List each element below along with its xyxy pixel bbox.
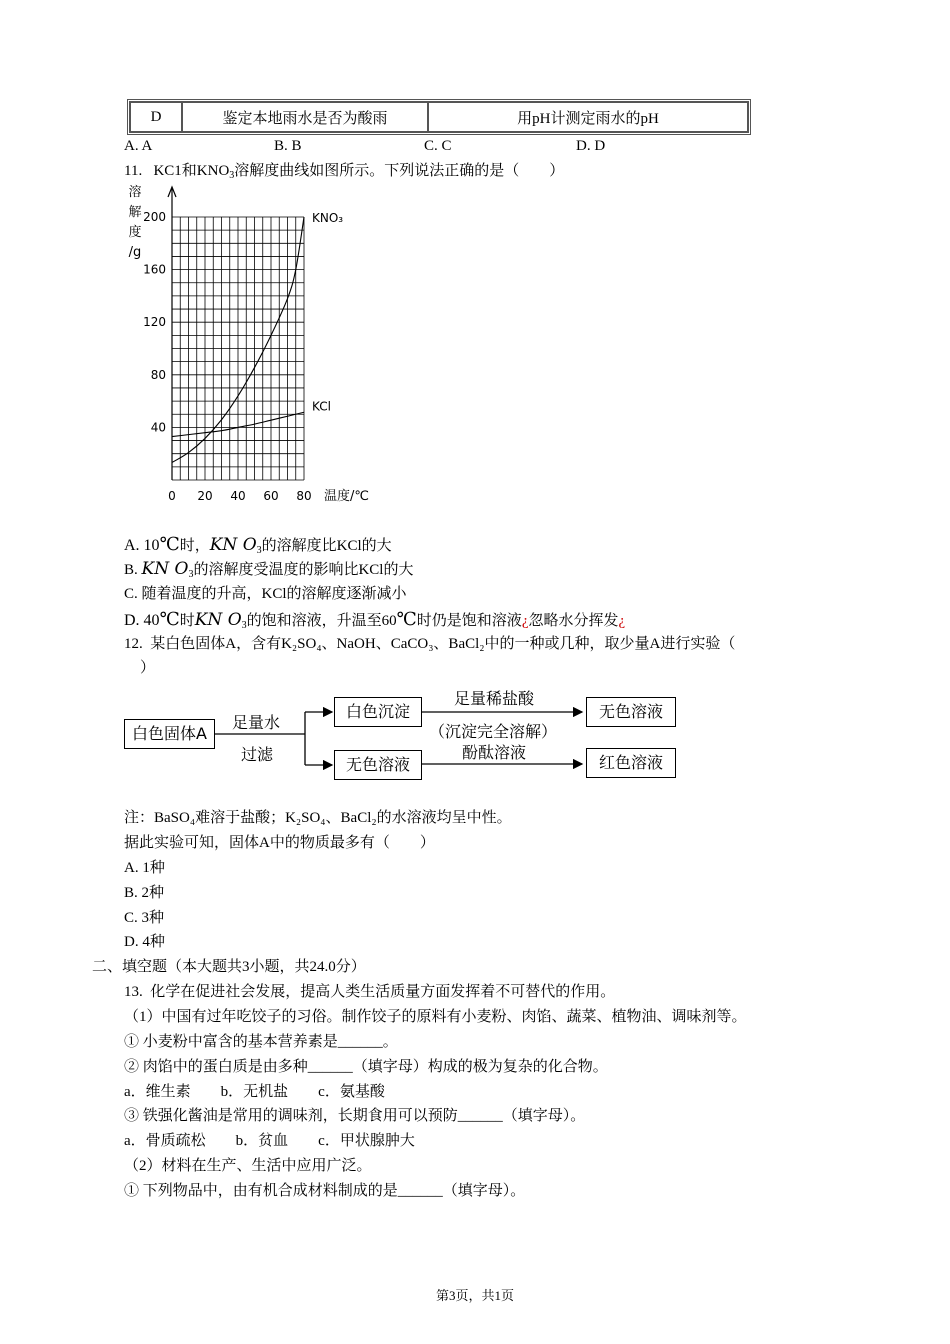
flow-filtrate-box: 无色溶液 <box>334 750 422 780</box>
q11-number: 11. <box>124 163 143 179</box>
q11-d-pre: D. 40 <box>124 612 160 629</box>
flow-acid-note: （沉淀完全溶解） <box>429 722 558 741</box>
table-cell-purpose: 鉴定本地雨水是否为酸雨 <box>182 102 428 132</box>
q11-a-pre: A. 10 <box>124 537 160 554</box>
q11-d-mid3: 时仍是饱和溶液 <box>416 613 522 629</box>
x-tick-label: 60 <box>263 489 279 503</box>
flow-start-box: 白色固体A <box>124 719 215 749</box>
flow-indicator-label: 酚酞溶液 <box>462 743 527 762</box>
flow-step1-top: 足量水 <box>232 713 281 732</box>
flow-step1-bottom: 过滤 <box>241 745 274 764</box>
flow-colorless-result-box: 无色溶液 <box>586 697 676 727</box>
q12-option-d: D. 4种 <box>124 934 165 950</box>
q10-option-d: D. D <box>576 138 606 154</box>
chart-x-axis-label: 温度/℃ <box>324 489 369 504</box>
y-axis-label-char: 解 <box>128 205 142 220</box>
x-tick-label: 80 <box>296 489 312 503</box>
y-axis-label-char: /g <box>128 245 142 260</box>
q13-number: 13. <box>124 984 143 1000</box>
q11-stem-sub: 3 <box>229 170 235 181</box>
y-tick-label: 160 <box>143 262 166 277</box>
q13-part1-item3: ③ 铁强化酱油是常用的调味剂，长期食用可以预防______（填字母）。 <box>124 1108 586 1124</box>
series-label-kno3: KNO₃ <box>312 211 344 225</box>
q12-stem-cont: ） <box>140 660 156 676</box>
q11-stem-text-b: 溶解度曲线如图所示。下列说法正确的是（ ） <box>234 163 565 179</box>
q12-question: 据此实验可知，固体A中的物质最多有（ ） <box>124 835 435 851</box>
y-tick-label: 200 <box>143 210 166 224</box>
q13-part1-item1: ① 小麦粉中富含的基本营养素是______。 <box>124 1034 398 1050</box>
q13-part1-item2-options: a．维生素 b．无机盐 c．氨基酸 <box>124 1084 385 1100</box>
q11-d-mid4: 忽略水分挥发 <box>528 613 619 629</box>
q12-option-a: A. 1种 <box>124 860 165 876</box>
q12-note: 注：BaSO₄难溶于盐酸；K₂SO₄、BaCl₂的水溶液均呈中性。 <box>124 810 512 826</box>
q11-a-post: 的溶解度比KCl的大 <box>261 538 392 554</box>
q11-d-formula: KN O <box>194 610 242 630</box>
flow-red-result-box: 红色溶液 <box>586 748 676 778</box>
q11-a-mid: 时， <box>179 538 210 554</box>
flow-precipitate-box: 白色沉淀 <box>334 697 422 727</box>
q11-b-sub: 3 <box>188 569 194 580</box>
q11-d-sub: 3 <box>241 620 247 631</box>
y-axis-label-char: 度 <box>128 225 142 240</box>
y-tick-label: 40 <box>150 420 166 435</box>
q11-stem-text-a: KC1和KNO <box>153 163 230 179</box>
q13-part1-item2: ② 肉馅中的蛋白质是由多种______（填字母）构成的极为复杂的化合物。 <box>124 1059 608 1075</box>
x-tick-label: 40 <box>230 489 246 503</box>
x-tick-label: 20 <box>197 489 213 503</box>
q10-option-c: C. C <box>424 138 452 154</box>
q13-stem-text: 化学在促进社会发展，提高人类生活质量方面发挥着不可替代的作用。 <box>150 984 616 1000</box>
q13-part1: （1）中国有过年吃饺子的习俗。制作饺子的原料有小麦粉、肉馅、蔬菜、植物油、调味剂等。 <box>124 1009 747 1025</box>
q11-d-mid: 时 <box>179 613 195 629</box>
q11-b-formula: KN O <box>141 559 189 579</box>
y-tick-label: 120 <box>143 315 166 330</box>
q10-option-b: B. B <box>274 138 302 154</box>
q11-a-formula: KN O <box>209 535 257 555</box>
y-axis-label-char: 溶 <box>128 185 142 200</box>
q13-part2: （2）材料在生产、生活中应用广泛。 <box>124 1158 372 1174</box>
q11-a-deg: ℃ <box>159 534 180 554</box>
q11-d-q1: ¿ <box>521 613 529 629</box>
series-label-kcl: KCl <box>312 399 331 414</box>
page-footer: 第3页，共1页 <box>435 1288 514 1303</box>
q12-number: 12. <box>124 636 143 652</box>
table-cell-method: 用pH计测定雨水的pH <box>428 102 748 132</box>
q13-part1-item3-options: a．骨质疏松 b．贫血 c．甲状腺肿大 <box>124 1133 415 1149</box>
q11-d-deg: ℃ <box>159 609 180 629</box>
q11-d-mid2: 的饱和溶液，升温至60 <box>246 613 397 629</box>
section-heading: 二、填空题（本大题共3小题，共24.0分） <box>92 959 366 975</box>
flow-acid-label: 足量稀盐酸 <box>454 689 535 708</box>
q13-part2-item1: ① 下列物品中，由有机合成材料制成的是______（填字母）。 <box>124 1183 526 1199</box>
q12-option-b: B. 2种 <box>124 885 165 901</box>
q10-option-a: A. A <box>124 138 153 154</box>
y-tick-label: 80 <box>150 367 166 382</box>
x-tick-label: 0 <box>168 489 176 503</box>
q11-b-post: 的溶解度受温度的影响比KCl的大 <box>193 562 414 578</box>
q11-d-deg2: ℃ <box>396 609 417 629</box>
q11-option-c: C. 随着温度的升高，KCl的溶解度逐渐减小 <box>124 586 407 602</box>
q11-a-sub: 3 <box>256 545 262 556</box>
q12-stem-text: 某白色固体A，含有K₂SO₄、NaOH、CaCO₃、BaCl₂中的一种或几种，取少量A进行实验（ <box>150 636 736 652</box>
table-cell-label: D <box>130 102 182 132</box>
q11-b-pre: B. <box>124 562 142 578</box>
q11-d-q2: ¿ <box>618 613 626 629</box>
q12-option-c: C. 3种 <box>124 910 165 926</box>
q13-stem <box>124 982 615 1002</box>
